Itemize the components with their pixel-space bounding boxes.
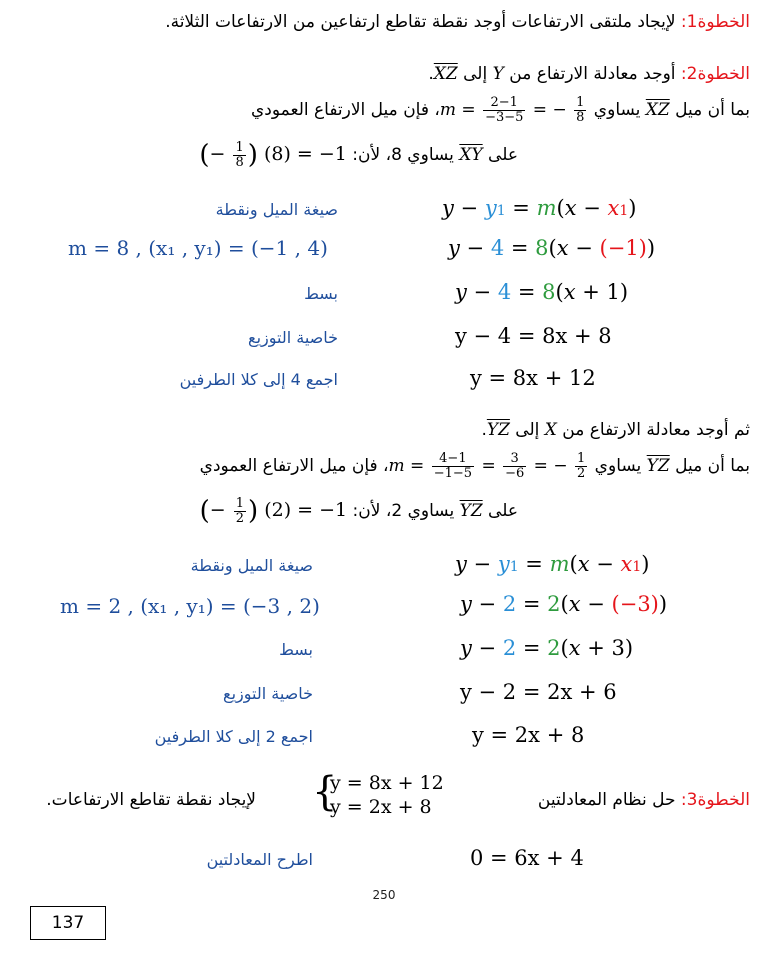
step2-eq-sub: y − 4 = 8(x − (−1))	[448, 236, 656, 260]
step2b-heading	[18, 418, 750, 442]
step3-label: الخطوة3:	[680, 790, 750, 810]
step2b-seg-yz-3: $\overline{YZ}$	[459, 501, 483, 521]
step2b-perp-b: يساوي 2، لأن:	[352, 501, 455, 521]
step2-slope-b: يساوي	[593, 100, 641, 120]
step2-frac-num: 2−1	[483, 96, 525, 111]
page-box: 137	[30, 906, 106, 940]
step2-label-point-slope: صيغة الميل ونقطة	[215, 200, 338, 219]
step2b-frac2-den: −6	[505, 466, 525, 481]
step2b-given: m = 2 , (x₁ , y₁) = (−3 , 2)	[60, 594, 320, 618]
step2-eq-distribute: y − 4 = 8x + 8	[455, 324, 612, 348]
step2b-text-a: ثم أوجد معادلة الارتفاع من	[556, 420, 750, 440]
step2b-text-b: إلى	[509, 420, 545, 440]
step2-slope-line	[18, 96, 750, 125]
page-number: 250	[372, 888, 396, 902]
step2-heading	[18, 62, 750, 86]
step2-text-a: أوجد معادلة الارتفاع من	[503, 64, 681, 84]
step2b-seg-yz: YZ	[486, 420, 510, 440]
step2b-frac3-den: 2	[576, 466, 586, 481]
step1-label: الخطوة1:	[680, 12, 750, 32]
step2b-frac3-num: 1	[576, 451, 586, 466]
step2b-label-simplify: بسط	[279, 640, 313, 659]
step2b-label-point-slope: صيغة الميل ونقطة	[190, 556, 313, 575]
step3-brace: {	[312, 769, 338, 815]
step2b-eq-distribute: y − 2 = 2x + 6	[460, 680, 617, 704]
step2b-label-distribute: خاصية التوزيع	[223, 684, 313, 703]
step3-text-right	[538, 790, 750, 810]
step2-res-den: 8	[576, 110, 585, 125]
step3-sys1: y = 8x + 12	[330, 772, 444, 794]
step2-text-c: .	[428, 64, 434, 84]
step2-frac-den: −3−5	[485, 110, 524, 125]
step2b-seg-yz-2: $\overline{YZ}$	[646, 456, 670, 476]
step2-label-simplify: بسط	[304, 284, 338, 303]
step2b-slope-formula: m = $\frac{4-1}{-1-5}$ = $\frac{3}{-6}$ = − $\frac{1}{2}$	[388, 451, 586, 481]
step2b-perp-a: على	[488, 501, 518, 521]
step2b-slope-a: بما أن ميل	[675, 456, 750, 476]
step2b-slope-c: ، فإن ميل الارتفاع العمودي	[199, 456, 389, 476]
step2-perp-line	[199, 140, 518, 170]
step3-eq-subtract: 0 = 6x + 4	[470, 846, 584, 870]
step2-perp-eq: (− $\frac{1}{8}$ ) (8) = −1	[199, 139, 347, 170]
step2-eq-point-slope: y − y1 = m(x − x1)	[442, 196, 637, 220]
step2b-var-x: X	[544, 420, 557, 440]
step2b-frac1-den: −1−5	[433, 466, 473, 481]
step2-perp-a: على	[488, 145, 518, 165]
step2b-frac2-num: 3	[503, 452, 526, 467]
step2b-slope-line	[18, 452, 750, 481]
step2-perp-b: يساوي 8، لأن:	[352, 145, 454, 165]
step2-label-distribute: خاصية التوزيع	[248, 328, 338, 347]
step1-line	[18, 10, 750, 34]
step2-var-y: Y	[492, 64, 504, 84]
step2-seg-xy: $\overline{XY}$	[459, 145, 483, 165]
step3-text-a: حل نظام المعادلتين	[537, 790, 681, 810]
step2-given: m = 8 , (x₁ , y₁) = (−1 , 4)	[68, 236, 328, 260]
step2b-slope-b: يساوي	[594, 456, 642, 476]
step2-label: الخطوة2:	[680, 64, 750, 84]
step2b-text-c: .	[481, 420, 487, 440]
step2b-eq-point-slope: y − y1 = m(x − x1)	[455, 552, 650, 576]
step3-sys2: y = 2x + 8	[330, 796, 432, 818]
step2-label-add: اجمع 4 إلى كلا الطرفين	[179, 370, 338, 389]
step3-text-b: لإيجاد نقطة تقاطع الارتفاعات.	[46, 790, 256, 810]
step2-seg-xz-2: $\overline{XZ}$	[645, 100, 670, 120]
step2-text-b: إلى	[457, 64, 493, 84]
step2-slope-c: ، فإن ميل الارتفاع العمودي	[251, 100, 440, 120]
step2b-eq-simplify: y − 2 = 2(x + 3)	[460, 636, 634, 660]
step2-perp-eq-tail: (8) = −1	[263, 143, 347, 165]
step2b-perp-line	[200, 496, 518, 526]
step2-eq-result: y = 8x + 12	[470, 366, 596, 390]
step2-res-num: 1	[576, 95, 585, 110]
step2-seg-xz: XZ	[433, 64, 458, 84]
step1-text: لإيجاد ملتقى الارتفاعات أوجد نقطة تقاطع ارتفاعين من الارتفاعات الثلاثة.	[165, 12, 681, 32]
step2-slope-formula: m = $\frac{2-1}{-3-5}$ = − $\frac{1}{8}$	[439, 95, 585, 125]
step2b-perp-eq-tail: (2) = −1	[264, 499, 348, 521]
step3-label-subtract: اطرح المعادلتين	[206, 850, 313, 869]
step2b-label-add: اجمع 2 إلى كلا الطرفين	[154, 727, 313, 746]
step2b-frac1-num: 4−1	[432, 452, 474, 467]
step2b-eq-result: y = 2x + 8	[472, 723, 585, 747]
step2b-perp-eq: (− $\frac{1}{2}$ ) (2) = −1	[199, 495, 348, 526]
step2-slope-a: بما أن ميل	[675, 100, 750, 120]
step2-eq-simplify: y − 4 = 8(x + 1)	[455, 280, 629, 304]
step2b-eq-sub: y − 2 = 2(x − (−3))	[460, 592, 668, 616]
